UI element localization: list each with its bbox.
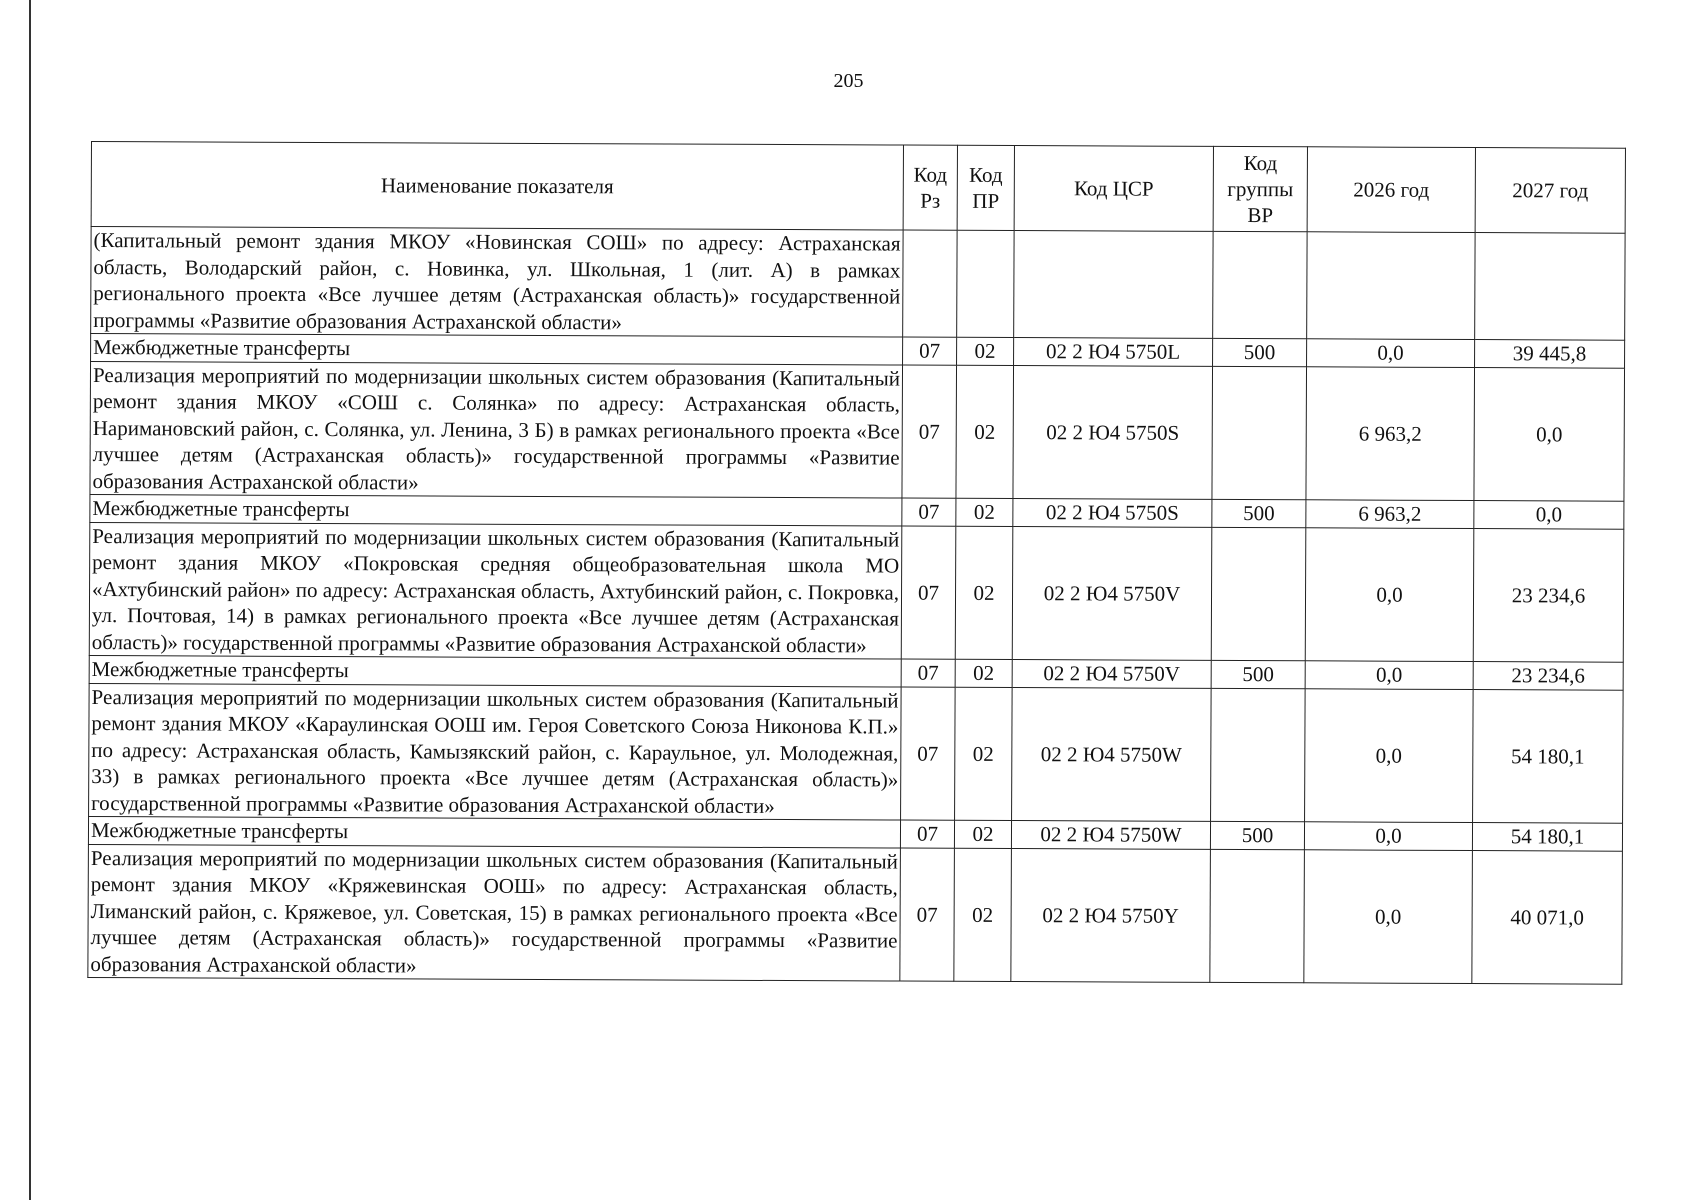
cell-csr: 02 2 Ю4 5750S: [1013, 365, 1213, 499]
cell-vr: 500: [1210, 821, 1304, 849]
cell-y2026: 0,0: [1305, 688, 1474, 822]
cell-pr: 02: [956, 498, 1013, 526]
cell-name: Реализация мероприятий по модернизации школьных систем образования (Капитальный ремонт здания МКОУ «СОШ с. Солянка» по адресу: Астраханская область, Наримановский район, с. Солянка, ул. Ленина, 3 Б) в рамках регионального проекта «Все лучшее детям (Астраханская область)» государственной программы «Развитие образования Астраханской области»: [90, 361, 903, 498]
header-rz: Код Рз: [903, 145, 957, 230]
cell-y2027: 23 234,6: [1473, 662, 1623, 690]
cell-rz: 07: [901, 687, 956, 821]
cell-name: Межбюджетные трансферты: [89, 655, 901, 686]
cell-y2027: 0,0: [1474, 501, 1624, 529]
cell-rz: 07: [900, 848, 955, 982]
cell-y2027: 40 071,0: [1472, 850, 1623, 984]
header-2026: 2026 год: [1307, 147, 1475, 233]
cell-vr: [1213, 231, 1307, 338]
cell-vr: [1210, 849, 1305, 983]
budget-table: [87, 141, 1626, 985]
cell-name: Реализация мероприятий по модернизации школьных систем образования (Капитальный ремонт здания МКОУ «Караулинская ООШ им. Героя Советского Союза Никонова К.П.» по адресу: Астраханская область, Камызякский район, с. Караульное, ул. Молодежная, 33) в рамках регионального проекта «Все лучшее детям (Астраханская область)» государственной программы «Развитие образования Астраханской области»: [89, 683, 902, 820]
cell-y2026: 0,0: [1304, 849, 1473, 983]
cell-pr: 02: [955, 687, 1013, 821]
page-number: 205: [833, 70, 864, 92]
cell-name: (Капитальный ремонт здания МКОУ «Новинская СОШ» по адресу: Астраханская область, Володарский район, с. Новинка, ул. Школьная, 1 (лит. А) в рамках регионального проекта «Все лучшее детям (Астраханская область)» государственной программы «Развитие образования Астраханской области»: [91, 227, 903, 338]
cell-pr: 02: [954, 848, 1012, 982]
cell-y2026: 6 963,2: [1306, 366, 1475, 500]
cell-vr: 500: [1213, 338, 1307, 366]
cell-pr: 02: [955, 526, 1013, 660]
cell-y2027: 0,0: [1474, 367, 1625, 501]
cell-pr: 02: [954, 820, 1011, 848]
cell-y2026: 0,0: [1305, 527, 1474, 661]
cell-csr: 02 2 Ю4 5750V: [1012, 526, 1212, 660]
cell-y2027: 39 445,8: [1475, 340, 1625, 368]
cell-rz: 07: [900, 820, 954, 848]
cell-name: Реализация мероприятий по модернизации школьных систем образования (Капитальный ремонт здания МКОУ «Покровская средняя общеобразовательная школа МО «Ахтубинский район» по адресу: Астраханская область, Ахтубинский район, с. Покровка, ул. Почтовая, 14) в рамках регионального проекта «Все лучшее детям (Астраханская область)» государственной программы «Развитие образования Астраханской области»: [89, 522, 902, 659]
cell-y2027: 54 180,1: [1472, 823, 1622, 851]
header-name: Наименование показателя: [91, 142, 903, 231]
table-row: [88, 844, 1623, 984]
cell-pr: [957, 230, 1014, 337]
cell-csr: 02 2 Ю4 5750S: [1013, 499, 1212, 527]
table-row: [89, 522, 1624, 662]
cell-csr: 02 2 Ю4 5750V: [1012, 660, 1211, 688]
table-header-row: [91, 142, 1625, 234]
cell-y2027: 23 234,6: [1473, 528, 1624, 662]
cell-rz: 07: [903, 337, 957, 365]
cell-pr: 02: [957, 337, 1014, 365]
cell-vr: 500: [1212, 499, 1306, 527]
cell-name: Межбюджетные трансферты: [88, 816, 900, 847]
table-row: [89, 683, 1624, 823]
cell-pr: 02: [956, 365, 1014, 499]
cell-y2026: [1307, 232, 1475, 340]
header-csr: Код ЦСР: [1014, 146, 1213, 232]
cell-name: Межбюджетные трансферты: [90, 494, 902, 525]
table-body: [88, 227, 1625, 985]
cell-y2027: 54 180,1: [1473, 689, 1624, 823]
binding-margin-line: [29, 0, 31, 1200]
cell-vr: 500: [1211, 660, 1305, 688]
cell-vr: [1211, 688, 1306, 822]
cell-y2027: [1475, 233, 1625, 341]
header-2027: 2027 год: [1475, 148, 1625, 234]
cell-csr: 02 2 Ю4 5750W: [1012, 687, 1212, 821]
cell-vr: [1212, 366, 1307, 500]
cell-rz: 07: [902, 365, 957, 499]
cell-rz: 07: [901, 659, 955, 687]
cell-rz: 07: [901, 526, 956, 660]
cell-csr: 02 2 Ю4 5750L: [1014, 338, 1213, 366]
table-row: [91, 227, 1625, 341]
cell-name: Реализация мероприятий по модернизации школьных систем образования (Капитальный ремонт здания МКОУ «Кряжевинская ООШ» по адресу: Астраханская область, Лиманский район, с. Кряжевое, ул. Советская, 15) в рамках регионального проекта «Все лучшее детям (Астраханская область)» государственной программы «Развитие образования Астраханской области»: [88, 844, 901, 981]
cell-name: Межбюджетные трансферты: [91, 334, 903, 365]
cell-y2026: 0,0: [1305, 661, 1473, 689]
header-pr: Код ПР: [957, 145, 1014, 230]
cell-y2026: 6 963,2: [1306, 500, 1474, 528]
table-row: [90, 361, 1625, 501]
cell-vr: [1211, 527, 1306, 661]
cell-csr: [1014, 231, 1213, 339]
header-vr: Код группы ВР: [1213, 146, 1307, 231]
cell-pr: 02: [955, 659, 1012, 687]
cell-y2026: 0,0: [1304, 822, 1472, 850]
cell-y2026: 0,0: [1307, 339, 1475, 367]
cell-csr: 02 2 Ю4 5750Y: [1011, 848, 1211, 982]
cell-rz: 07: [902, 498, 956, 526]
cell-rz: [903, 230, 957, 337]
cell-csr: 02 2 Ю4 5750W: [1011, 821, 1210, 849]
